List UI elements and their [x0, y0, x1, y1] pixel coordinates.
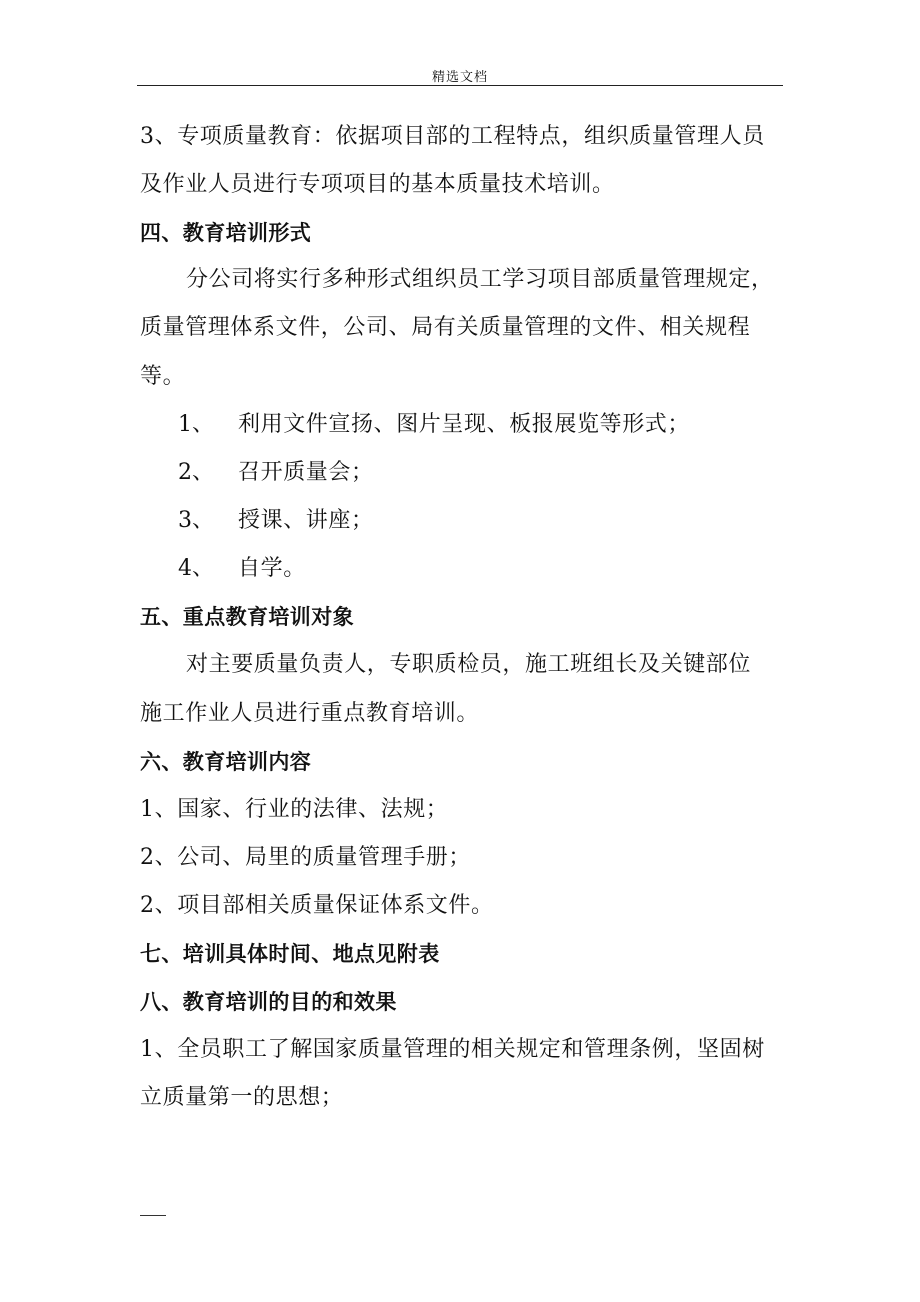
- section-heading-8: 八、教育培训的目的和效果: [140, 990, 397, 1014]
- paragraph-line: 分公司将实行多种形式组织员工学习项目部质量管理规定，: [186, 267, 774, 292]
- paragraph-line: 质量管理体系文件，公司、局有关质量管理的文件、相关规程: [140, 315, 751, 340]
- list-item-text: 召开质量会；: [238, 460, 374, 485]
- section-heading-5: 五、重点教育培训对象: [140, 605, 354, 629]
- paragraph-line: 立质量第一的思想；: [140, 1085, 344, 1110]
- list-item-text: 自学。: [238, 556, 306, 581]
- list-item-number: 3、: [178, 508, 214, 533]
- list-item-number: 4、: [178, 556, 214, 581]
- list-item-text: 授课、讲座；: [238, 508, 374, 533]
- paragraph-line: 及作业人员进行专项项目的基本质量技术培训。: [140, 172, 615, 197]
- header-divider: [137, 85, 783, 86]
- section-heading-7: 七、培训具体时间、地点见附表: [140, 942, 440, 966]
- section-heading-6: 六、教育培训内容: [140, 750, 312, 774]
- paragraph-line: 施工作业人员进行重点教育培训。: [140, 701, 480, 726]
- paragraph-line: 1、全员职工了解国家质量管理的相关规定和管理条例，坚固树: [140, 1037, 765, 1062]
- paragraph-line: 等。: [140, 364, 186, 389]
- section-heading-4: 四、教育培训形式: [140, 221, 312, 245]
- list-item-text: 利用文件宣扬、图片呈现、板报展览等形式；: [238, 412, 691, 437]
- paragraph-line: 3、专项质量教育：依据项目部的工程特点，组织质量管理人员: [140, 124, 765, 149]
- footer-mark: [140, 1215, 166, 1216]
- list-item-number: 1、: [178, 412, 214, 437]
- paragraph-line: 对主要质量负责人，专职质检员，施工班组长及关键部位: [186, 652, 752, 677]
- list-item: 2、项目部相关质量保证体系文件。: [140, 893, 494, 918]
- header-title: 精选文档: [431, 70, 488, 85]
- list-item-number: 2、: [178, 460, 214, 485]
- list-item: 1、国家、行业的法律、法规；: [140, 797, 449, 822]
- list-item: 2、公司、局里的质量管理手册；: [140, 845, 471, 870]
